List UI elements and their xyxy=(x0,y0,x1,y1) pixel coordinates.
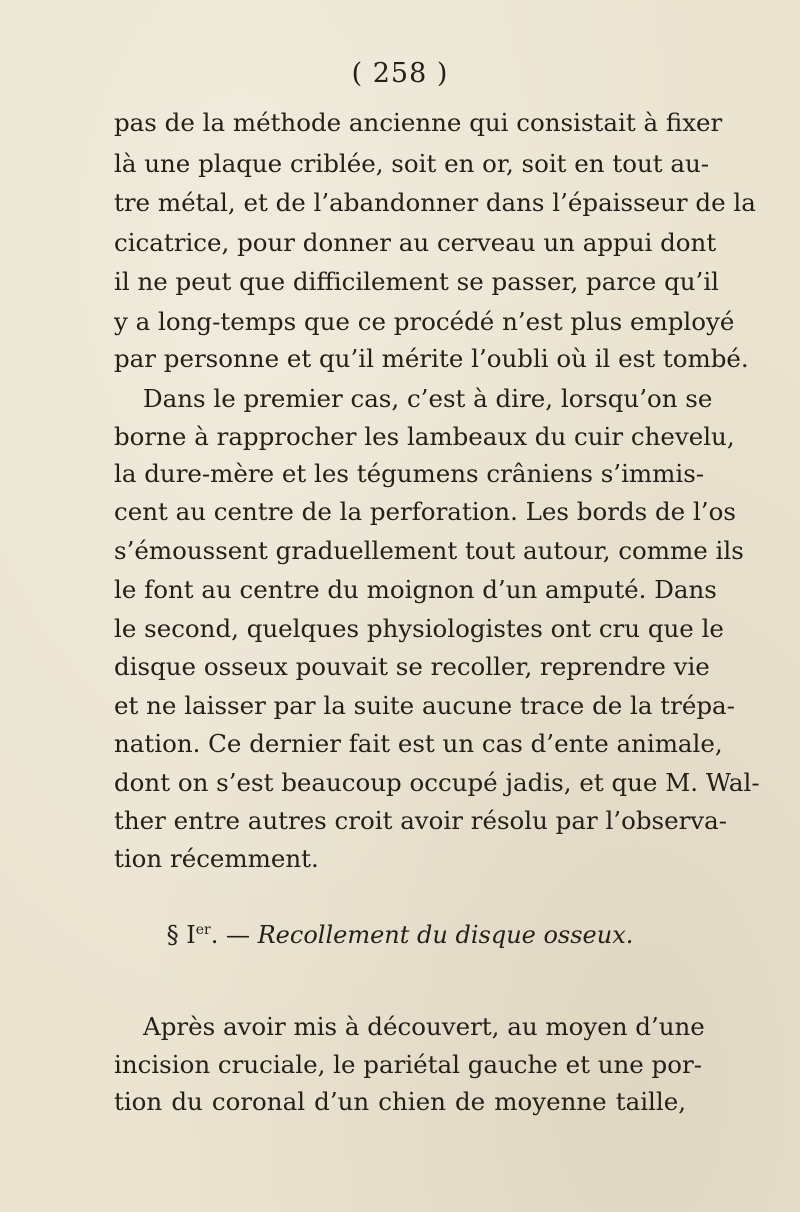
text-line: le second, quelques physiologistes ont cru que le xyxy=(114,614,724,643)
text-line: Dans le premier cas, c’est à dire, lorsqu’on se xyxy=(143,384,713,413)
text-line: Après avoir mis à découvert, au moyen d’une xyxy=(143,1012,705,1041)
text-line: ther entre autres croit avoir résolu par l’observa- xyxy=(114,806,728,835)
section-symbol: § xyxy=(166,921,179,949)
text-line: incision cruciale, le pariétal gauche et une por- xyxy=(114,1050,702,1079)
text-line: dont on s’est beaucoup occupé jadis, et que M. Wal- xyxy=(114,768,760,797)
section-title: Recollement du disque osseux. xyxy=(257,921,634,949)
section-heading xyxy=(0,921,800,949)
text-line: disque osseux pouvait se recoller, reprendre vie xyxy=(114,652,710,681)
text-line: cent au centre de la perforation. Les bords de l’os xyxy=(114,497,736,526)
text-line: et ne laisser par la suite aucune trace de la trépa- xyxy=(114,691,735,720)
section-number: I xyxy=(186,921,196,949)
section-number-suffix: er xyxy=(195,922,211,938)
text-line: nation. Ce dernier fait est un cas d’ente animale, xyxy=(114,729,723,758)
text-line: il ne peut que difficilement se passer, parce qu’il xyxy=(114,267,719,296)
text-line: cicatrice, pour donner au cerveau un appui dont xyxy=(114,228,717,257)
text-line: s’émoussent graduellement tout autour, comme ils xyxy=(114,536,744,565)
text-line: tion récemment. xyxy=(114,844,319,873)
text-line: pas de la méthode ancienne qui consistait à fixer xyxy=(114,108,723,137)
text-line: borne à rapprocher les lambeaux du cuir chevelu, xyxy=(114,422,735,451)
text-line: là une plaque criblée, soit en or, soit en tout au- xyxy=(114,149,710,178)
text-line: tion du coronal d’un chien de moyenne taille, xyxy=(114,1087,686,1116)
text-line: par personne et qu’il mérite l’oubli où il est tombé. xyxy=(114,344,749,373)
page-number: ( 258 ) xyxy=(351,58,449,89)
text-line: la dure-mère et les tégumens crâniens s’immis- xyxy=(114,459,705,488)
text-line: le font au centre du moignon d’un amputé. Dans xyxy=(114,575,717,604)
text-line: tre métal, et de l’abandonner dans l’épaisseur de la xyxy=(114,188,756,217)
section-dash: . — xyxy=(210,921,250,949)
text-line: y a long-temps que ce procédé n’est plus employé xyxy=(114,307,735,336)
